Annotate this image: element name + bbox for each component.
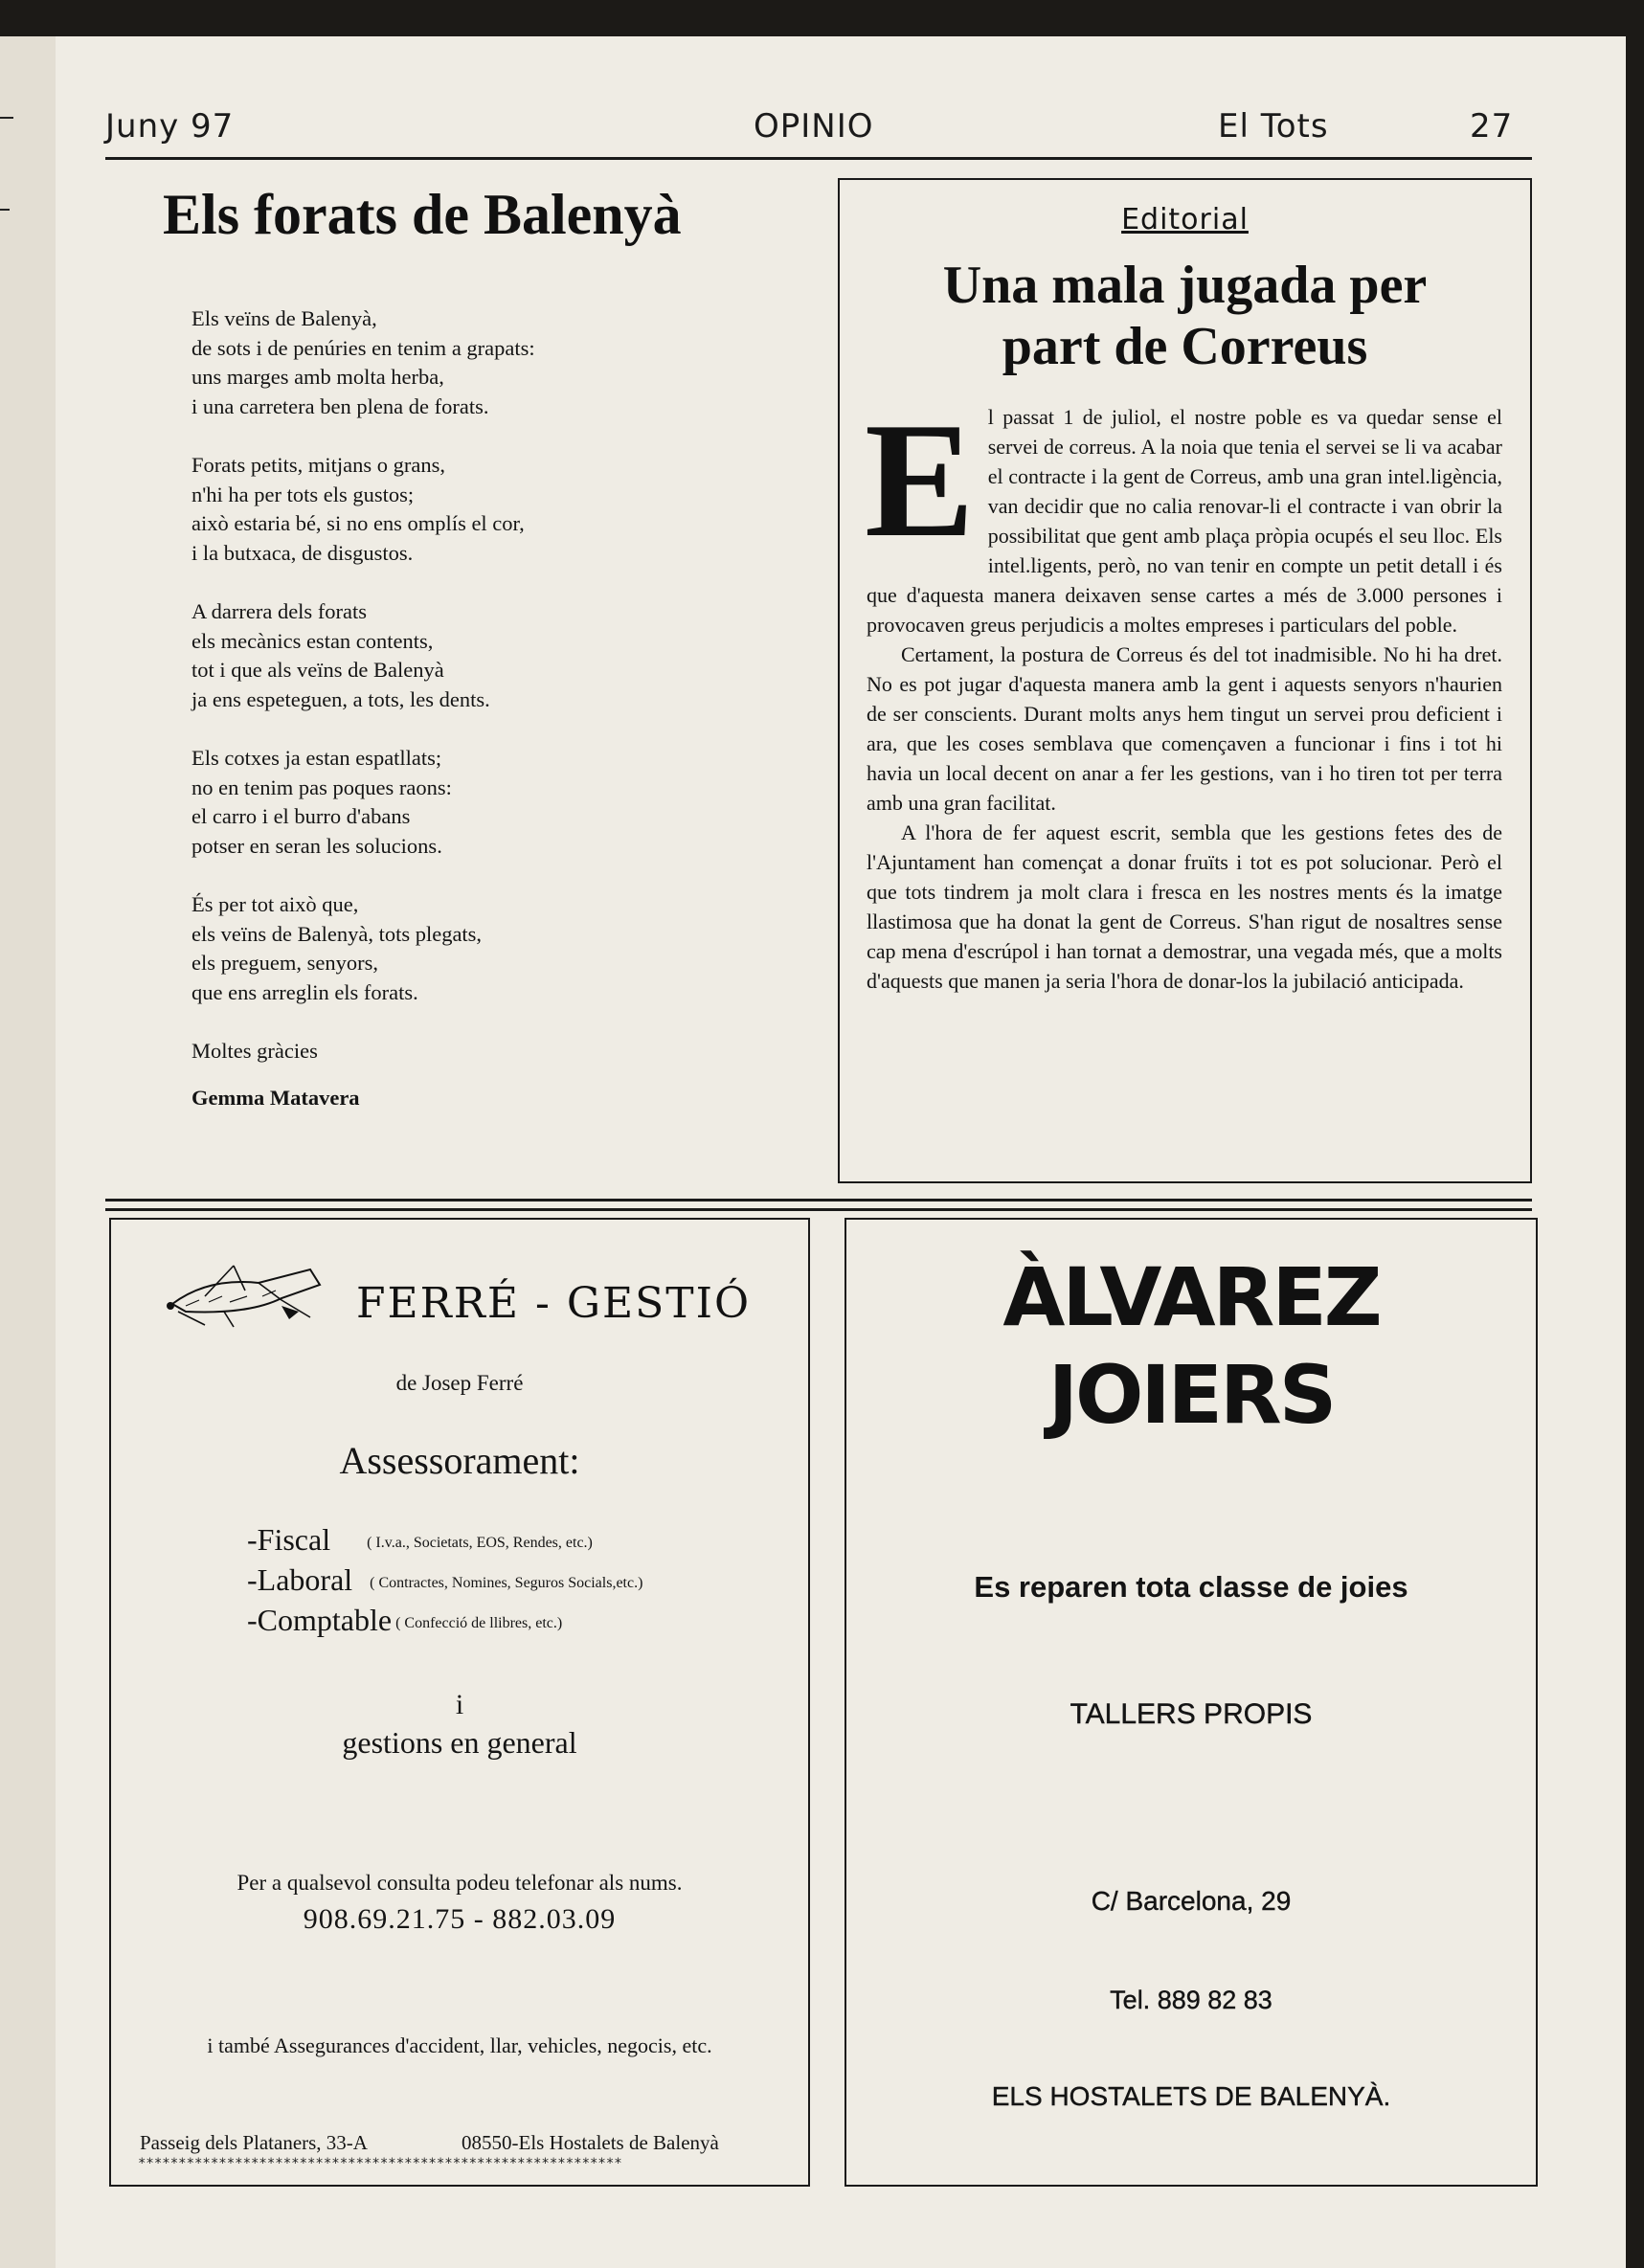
alvarez-title xyxy=(846,1248,1536,1444)
ferre-owner: de Josep Ferré xyxy=(395,1371,524,1395)
poem-line: Els veïns de Balenyà, xyxy=(191,306,377,330)
ferre-star-border: ************************************************************ xyxy=(138,2156,622,2171)
service-detail: ( I.v.a., Societats, EOS, Rendes, etc.) xyxy=(367,1535,593,1551)
airplane-sketch-icon xyxy=(167,1258,335,1336)
header-publication: El Tots xyxy=(1218,107,1329,146)
service-detail: ( Contractes, Nomines, Seguros Socials,etc.) xyxy=(370,1575,643,1591)
editorial-title-line: part de Correus xyxy=(1002,317,1368,376)
editorial-paragraph xyxy=(865,390,1502,640)
poem-line: i una carretera ben plena de forats. xyxy=(191,393,489,418)
ferre-city: 08550-Els Hostalets de Balenyà xyxy=(462,2131,719,2154)
service-name: -Fiscal xyxy=(247,1522,331,1557)
poem-line: i la butxaca, de disgustos. xyxy=(191,540,414,565)
service-name: -Comptable xyxy=(247,1603,393,1637)
poem-stanza xyxy=(191,304,670,421)
poem-line: uns marges amb molta herba, xyxy=(191,365,444,389)
alvarez-title-line: ÀLVAREZ xyxy=(1002,1250,1380,1344)
poem xyxy=(191,304,670,1112)
ferre-consult-text: Per a qualsevol consulta podeu telefonar als nums. xyxy=(236,1871,683,1895)
ferre-general: gestions en general xyxy=(342,1725,577,1760)
section-divider xyxy=(105,1208,1532,1211)
poem-stanza xyxy=(191,451,670,568)
header-section: OPINIO xyxy=(754,107,874,146)
page-spine xyxy=(0,36,56,2268)
poem-title: Els forats de Balenyà xyxy=(163,183,682,246)
poem-line: A darrera dels forats xyxy=(191,599,368,623)
alvarez-phone: Tel. 889 82 83 xyxy=(1110,1986,1272,2014)
poem-line: no en tenim pas poques raons: xyxy=(191,775,452,799)
spine-mark xyxy=(0,117,13,119)
ferre-and: i xyxy=(455,1689,464,1720)
spine-mark xyxy=(0,209,10,211)
editorial-title-line: Una mala jugada per xyxy=(942,256,1428,315)
editorial-kicker: Editorial xyxy=(1121,203,1249,236)
poem-line: els veïns de Balenyà, tots plegats, xyxy=(191,921,483,946)
alvarez-tagline: Es reparen tota classe de joies xyxy=(974,1570,1408,1604)
alvarez-joiers-ad xyxy=(845,1218,1538,2187)
ferre-insurance: i també Assegurances d'accident, llar, vehicles, negocis, etc. xyxy=(207,2033,712,2057)
editorial-paragraph: A l'hora de fer aquest escrit, sembla que les gestions fetes des de l'Ajuntament han començat a donar fruïts i tot es pot solucionar. Però el que tots tindrem ja molt clara i fresca en les nostres ments és la imatge llastimosa que ha donat la gent de Correus. S'han rigut de nosaltres sense cap mena d'escrúpol i han tornat a demostrar, una vegada més, que a molts d'aquests que manen ja seria l'hora de donar-los la jubilació anticipada. xyxy=(867,820,1502,993)
ferre-gestio-ad xyxy=(109,1218,810,2187)
alvarez-address: C/ Barcelona, 29 xyxy=(1091,1886,1292,1916)
editorial-body xyxy=(865,390,1502,996)
poem-thanks: Moltes gràcies xyxy=(191,1039,318,1063)
poem-line: el carro i el burro d'abans xyxy=(191,804,411,828)
poem-line: Els cotxes ja estan espatllats; xyxy=(191,746,442,770)
poem-stanza xyxy=(191,744,670,861)
alvarez-town: ELS HOSTALETS DE BALENYÀ. xyxy=(991,2081,1391,2111)
editorial-title xyxy=(840,255,1530,377)
poem-line: de sots i de penúries en tenim a grapats: xyxy=(191,335,535,360)
header-page-number: 27 xyxy=(1470,107,1514,146)
service-detail: ( Confecció de llibres, etc.) xyxy=(395,1615,563,1631)
poem-line: els preguem, senyors, xyxy=(191,951,378,975)
ferre-gestio-name: FERRÉ - GESTIÓ xyxy=(356,1279,752,1328)
poem-line: ja ens espeteguen, a tots, les dents. xyxy=(191,686,490,711)
poem-line: que ens arreglin els forats. xyxy=(191,979,418,1004)
section-divider xyxy=(105,1199,1532,1201)
ferre-phones: 908.69.21.75 - 882.03.09 xyxy=(303,1903,617,1935)
service-row xyxy=(247,1562,642,1603)
poem-stanza xyxy=(191,597,670,714)
editorial-paragraph: Certament, la postura de Correus és del tot inadmisible. No hi ha dret. No es pot jugar d'aquesta manera amb la gent i aquests senyors n'haurien de ser conscients. Durant molts anys hem tingut un servei prou deficient i ara, que les coses semblava que començaven a funcionar i fins i tot hi havia un local decent on anar a fer les gestions, van i ho tiren tot per terra amb una gran facilitat. xyxy=(867,642,1502,815)
poem-line: els mecànics estan contents, xyxy=(191,628,434,653)
poem-line: això estaria bé, si no ens omplís el cor, xyxy=(191,511,525,535)
drop-cap: E xyxy=(865,390,975,572)
poem-line: n'hi ha per tots els gustos; xyxy=(191,482,415,506)
poem-author: Gemma Matavera xyxy=(191,1085,360,1110)
ferre-services xyxy=(247,1522,642,1643)
editorial-box xyxy=(838,178,1532,1183)
alvarez-workshop: TALLERS PROPIS xyxy=(1070,1698,1313,1730)
ferre-heading: Assessorament: xyxy=(339,1439,580,1482)
service-row xyxy=(247,1522,642,1562)
ferre-address: Passeig dels Plataners, 33-A xyxy=(140,2131,368,2154)
service-row xyxy=(247,1603,642,1643)
poem-stanza xyxy=(191,890,670,1007)
poem-line: Forats petits, mitjans o grans, xyxy=(191,453,445,477)
header-date: Juny 97 xyxy=(105,107,235,146)
editorial-paragraph-text: l passat 1 de juliol, el nostre poble es va quedar sense el servei de correus. A la noia que tenia el servei se li va acabar el contracte i la gent de Correus, amb una gran intel.ligència, van decidir que no calia renovar-li el contracte i van obrir la possibilitat que gent amb plaça pròpia ocupés el seu lloc. Els intel.ligents, però, no van tenir en compte un petit detall i és que d'aquesta manera deixaven sense cartes a més de 3.000 persones i provocaven greus perjudicis a moltes empreses i particulars del poble. xyxy=(867,405,1502,637)
alvarez-title-line: JOIERS xyxy=(1047,1348,1335,1442)
header-rule xyxy=(105,157,1532,160)
poem-line: potser en seran les solucions. xyxy=(191,833,442,858)
service-name: -Laboral xyxy=(247,1562,353,1597)
poem-line: tot i que als veïns de Balenyà xyxy=(191,658,444,682)
poem-line: És per tot això que, xyxy=(191,892,359,916)
